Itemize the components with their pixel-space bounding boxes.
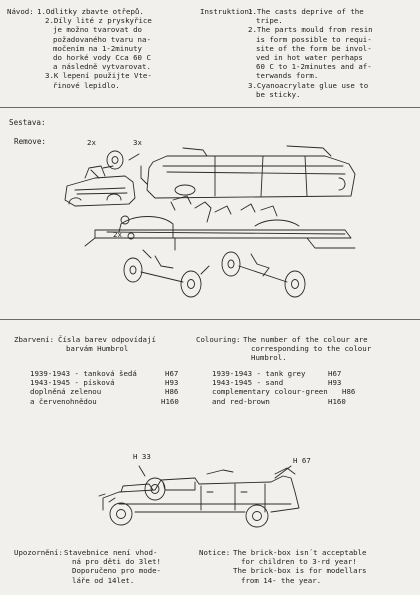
colouring-cz-intro: barvám Humbrol	[66, 344, 129, 354]
colour-row-code: H93	[165, 378, 179, 388]
colouring-en-intro: Humbrol.	[251, 353, 287, 363]
car-callout-right: H 67	[293, 456, 311, 465]
notice-en-line: for children to 3-rd year!	[241, 557, 357, 567]
colour-row	[212, 397, 402, 406]
instructions-cz-line: 2.Díly lité z pryskyřice	[45, 16, 152, 26]
notice-cz-line: Doporučeno pro mode-	[72, 566, 161, 576]
colour-row-text: complementary colour-green	[212, 387, 328, 397]
colour-row	[30, 397, 190, 406]
colour-row-text: 1939-1943 - tank grey	[212, 369, 306, 378]
instructions-en-line: be sticky.	[256, 89, 301, 99]
colouring-en-table	[212, 369, 402, 406]
car-side-view-drawing	[95, 452, 310, 532]
colour-row	[212, 378, 402, 387]
instructions-cz-line: je možno tvarovat do	[53, 25, 142, 35]
colouring-en-intro: The number of the colour are	[243, 335, 368, 344]
colour-row-code: H86	[165, 387, 179, 397]
notice-en-label: Notice:	[199, 548, 231, 557]
assembly-callout: 2x	[87, 138, 96, 147]
colour-row	[30, 387, 190, 396]
colour-row-text: 1943-1945 - písková	[30, 378, 115, 388]
colour-row-code: H93	[328, 378, 342, 388]
car-callout-left: H 33	[133, 452, 151, 461]
instructions-cz-line: do horké vody Cca 60 C	[53, 53, 151, 63]
colouring-cz-table	[30, 369, 190, 406]
instructions-cz-line: požadovaného tvaru na-	[53, 34, 151, 44]
instructions-en-line: ved in hot water perhaps	[256, 53, 363, 63]
divider-rule	[0, 107, 420, 108]
colour-row-code: H86	[342, 387, 356, 397]
instructions-en-label: Instruktion:	[200, 7, 254, 16]
instructions-en-line: 60 C to 1-2minutes and af-	[256, 62, 372, 72]
instructions-cz-line: močením na 1-2minuty	[53, 43, 142, 53]
instructions-en-line: is form possible to requi-	[256, 34, 372, 44]
remove-label: Remove:	[14, 137, 47, 146]
colour-row	[30, 378, 190, 387]
assembly-callout: 3x	[133, 138, 142, 147]
colour-row-text: 1939-1943 - tanková šedá	[30, 369, 137, 378]
instructions-cz-label: Návod:	[7, 7, 34, 16]
notice-en-line: from 14- the year.	[241, 575, 322, 585]
colouring-cz-intro: Čísla barev odpovídají	[58, 335, 156, 344]
notice-en-line: The brick-box is for modellars	[233, 566, 367, 576]
instructions-en-line: terwands form.	[256, 71, 319, 81]
instructions-en-text	[248, 7, 373, 99]
colour-row-code: H67	[328, 369, 342, 378]
colour-row-text: doplněná zelenou	[30, 387, 102, 397]
colour-row-text: and red-brown	[212, 396, 270, 406]
notice-cz-line: Stavebnice není vhod-	[64, 548, 158, 557]
instructions-en-line: 3.Cyanoacrylate glue use to	[248, 80, 369, 90]
instructions-cz-line: řinové lepidlo.	[53, 80, 120, 90]
instructions-cz-text	[37, 7, 152, 90]
notice-cz-line: ná pro děti do 3let!	[72, 557, 161, 567]
instructions-cz-line: a následně vytvarovat.	[53, 62, 151, 72]
colour-row-code: H160	[328, 396, 346, 406]
colouring-cz-label: Zbarvení:	[14, 335, 55, 344]
divider-rule	[0, 319, 420, 320]
assembly-label: Sestava:	[9, 118, 46, 127]
colour-row-code: H160	[161, 396, 179, 406]
instructions-en-line: 1.The casts deprive of the	[248, 7, 364, 16]
instructions-en-line: 2.The parts mould from resin	[248, 25, 373, 35]
instructions-en-line: tripe.	[256, 16, 283, 26]
colour-row	[212, 387, 402, 396]
instructions-cz-line: 3.K lepení použijte Vte-	[45, 71, 152, 81]
colour-row-text: 1943-1945 - sand	[212, 378, 284, 388]
instructions-cz-line: 1.Odlitky zbavte otřepů.	[37, 7, 144, 16]
colour-row	[212, 369, 402, 378]
colouring-en-intro: corresponding to the colour	[251, 344, 372, 354]
assembly-exploded-drawing	[55, 138, 395, 308]
notice-en-line: The brick-box isn´t acceptable	[233, 548, 367, 557]
notice-cz-label: Upozornění:	[14, 548, 63, 557]
colour-row-text: a červenohnědou	[30, 396, 97, 406]
instructions-en-line: site of the form be invol-	[256, 43, 372, 53]
colouring-en-label: Colouring:	[196, 335, 241, 344]
assembly-callout: 2x	[113, 230, 122, 239]
colour-row	[30, 369, 190, 378]
notice-cz-line: láře od 14let.	[72, 575, 135, 585]
colour-row-code: H67	[165, 369, 179, 378]
